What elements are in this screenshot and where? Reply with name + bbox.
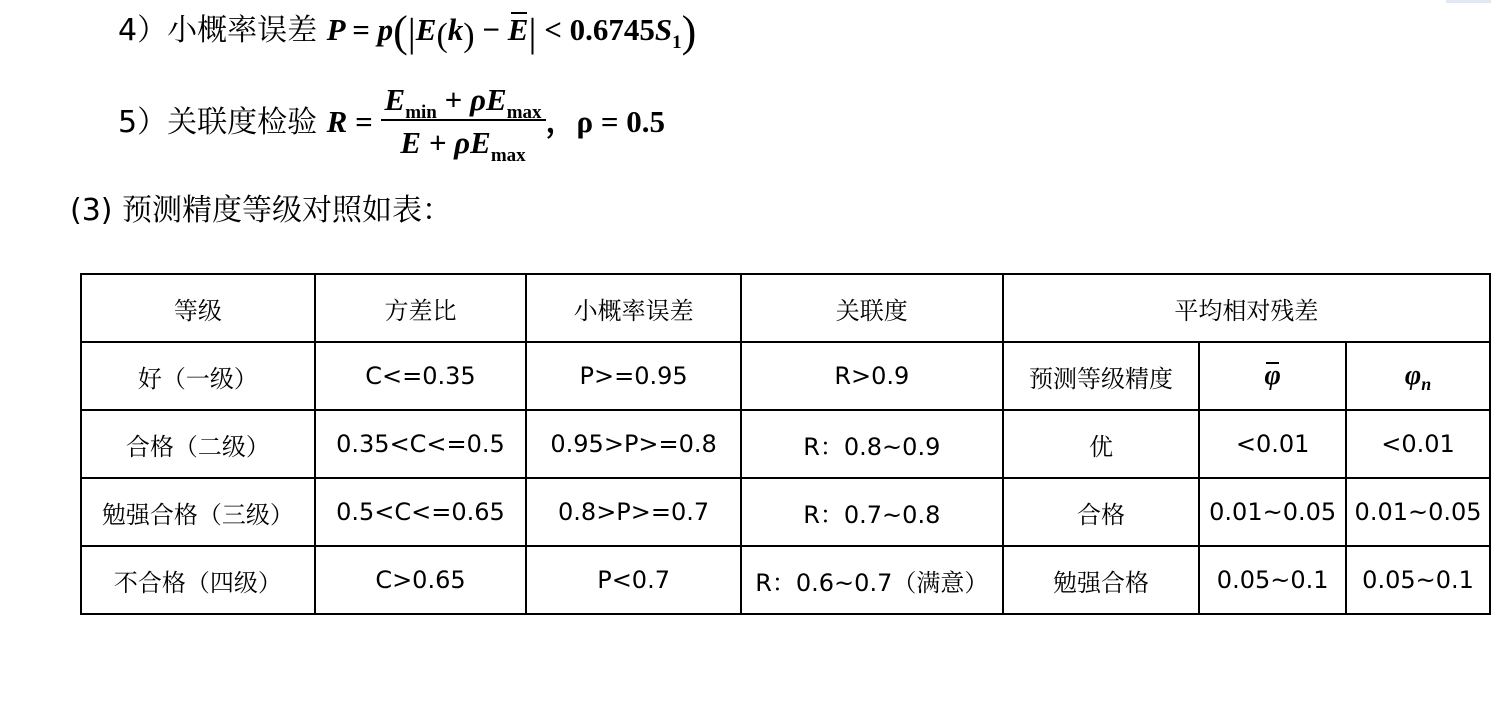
formula-4-E: E: [415, 12, 437, 47]
table-row: [81, 342, 1490, 410]
cell-precision: 优: [1003, 410, 1200, 478]
cell-grade: 不合格（四级）: [81, 546, 315, 614]
cell-phi-bar-header: [1199, 342, 1346, 410]
cell-small-prob-error: P>=0.95: [526, 342, 741, 410]
cell-precision-label: 预测等级精度: [1003, 342, 1200, 410]
header-mean-relative-residual: 平均相对残差: [1003, 274, 1490, 342]
formula-5-expression: R = $\frac{E_{min} + \rho E_{max}}{E + \rho E_{max}}$ ，ρ = 0.5: [326, 82, 666, 166]
cell-variance-ratio: C>0.65: [315, 546, 527, 614]
formula-small-probability-error: [118, 7, 697, 56]
cell-small-prob-error: 0.8>P>=0.7: [526, 478, 741, 546]
formula-4-S: S: [654, 12, 673, 47]
cell-phi-n: <0.01: [1346, 410, 1490, 478]
corner-logo-strip: [1446, 0, 1491, 3]
formula-4-p: p: [377, 12, 394, 47]
header-small-prob-error: 小概率误差: [526, 274, 741, 342]
formula-4-Ebar: E: [507, 12, 529, 47]
cell-precision: 勉强合格: [1003, 546, 1200, 614]
formula-4-lt: <: [544, 12, 562, 47]
formula-5-fraction: [381, 82, 546, 166]
cell-correlation: R：0.6~0.7（满意）: [741, 546, 1003, 614]
cell-phi-bar: <0.01: [1199, 410, 1346, 478]
formula-4-const: 0.6745: [569, 12, 655, 47]
cell-correlation: R：0.8~0.9: [741, 410, 1003, 478]
formula-5-denominator: $E + \rho E_{max}$: [400, 125, 526, 166]
header-grade: 等级: [81, 274, 315, 342]
cell-grade: 合格（二级）: [81, 410, 315, 478]
formula-4-k: k: [447, 12, 464, 47]
cell-correlation: R：0.7~0.8: [741, 478, 1003, 546]
cell-phi-bar: 0.01~0.05: [1199, 478, 1346, 546]
formula-4-lhs: P: [326, 12, 345, 47]
header-correlation: 关联度: [741, 274, 1003, 342]
formula-5-lhs: R: [326, 104, 348, 140]
cell-precision: 合格: [1003, 478, 1200, 546]
table-header-row: [81, 274, 1490, 342]
section-heading: (3) 预测精度等级对照如表：: [70, 193, 453, 228]
cell-correlation: R>0.9: [741, 342, 1003, 410]
cell-variance-ratio: C<=0.35: [315, 342, 527, 410]
cell-phi-n-header: [1346, 342, 1490, 410]
cell-phi-n: 0.05~0.1: [1346, 546, 1490, 614]
cell-phi-n: 0.01~0.05: [1346, 478, 1490, 546]
cell-variance-ratio: 0.5<C<=0.65: [315, 478, 527, 546]
phi-bar-symbol: φ: [1264, 360, 1281, 391]
phi-n-symbol: φ: [1404, 360, 1422, 391]
formula-correlation-test: [118, 78, 666, 166]
formula-4-expression: $P = p(|E(k) - E| < 0.6745S_1)$: [326, 7, 697, 56]
phi-n-subscript: n: [1421, 374, 1432, 394]
header-variance-ratio: 方差比: [315, 274, 527, 342]
formula-5-numerator: $E_{min} + \rho E_{max}$: [381, 84, 546, 121]
cell-phi-bar: 0.05~0.1: [1199, 546, 1346, 614]
formula-5-prefix: 5）关联度检验: [118, 105, 318, 141]
table-row: [81, 478, 1490, 546]
cell-small-prob-error: 0.95>P>=0.8: [526, 410, 741, 478]
cell-small-prob-error: P<0.7: [526, 546, 741, 614]
formula-4-prefix: 4）小概率误差: [118, 13, 318, 48]
formula-5-rho: ，ρ = 0.5: [545, 104, 666, 140]
cell-grade: 好（一级）: [81, 342, 315, 410]
cell-variance-ratio: 0.35<C<=0.5: [315, 410, 527, 478]
precision-grade-table: [80, 273, 1491, 615]
table-row: [81, 410, 1490, 478]
table-row: [81, 546, 1490, 614]
formula-4-S-sub: 1: [672, 32, 682, 53]
cell-grade: 勉强合格（三级）: [81, 478, 315, 546]
